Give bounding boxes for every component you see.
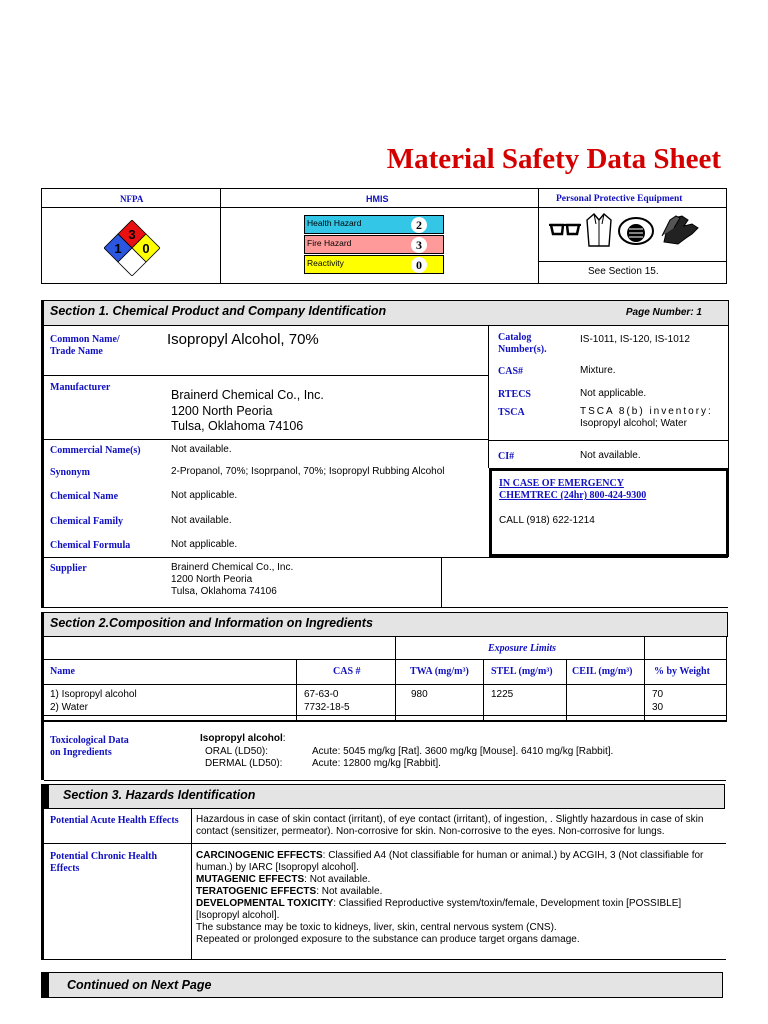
carcinogenic-line bbox=[196, 850, 718, 874]
tsca-label: TSCA bbox=[498, 407, 525, 418]
row1-weight: 70 bbox=[652, 689, 664, 700]
row2-weight: 30 bbox=[652, 702, 664, 713]
hmis-reactivity-value: 0 bbox=[411, 257, 427, 273]
respirator-icon bbox=[617, 214, 655, 246]
chemical-name-value: Not applicable. bbox=[171, 490, 238, 501]
row1-cas: 67-63-0 bbox=[304, 689, 339, 700]
col-weight: % by Weight bbox=[654, 666, 710, 677]
commercial-names-value: Not available. bbox=[171, 444, 232, 455]
tox-dermal-value: Acute: 12800 mg/kg [Rabbit]. bbox=[312, 758, 441, 769]
ci-value: Not available. bbox=[580, 450, 641, 461]
section3-header bbox=[41, 784, 725, 809]
developmental-label: DEVELOPMENTAL TOXICITY bbox=[196, 898, 334, 909]
catalog-label: Catalog Number(s). bbox=[498, 332, 547, 355]
tox-data-label: Toxicological Data on Ingredients bbox=[50, 735, 129, 758]
tox-oral-label: ORAL (LD50): bbox=[205, 746, 268, 757]
section2-header bbox=[41, 612, 728, 637]
teratogenic-line bbox=[196, 886, 718, 898]
tsca-line1: TSCA 8(b) inventory: bbox=[580, 406, 713, 417]
repeated-exposure-line: Repeated or prolonged exposure to the substance can produce target organs damage. bbox=[196, 934, 580, 945]
mutagenic-label: MUTAGENIC EFFECTS bbox=[196, 874, 305, 885]
manufacturer-label: Manufacturer bbox=[50, 382, 111, 393]
teratogenic-label: TERATOGENIC EFFECTS bbox=[196, 886, 317, 897]
developmental-text: : Classified Reproductive system/toxin/female, Development toxin [POSSIBLE] [Isopropyl alcohol]. bbox=[196, 898, 682, 921]
carcinogenic-text: : Classified A4 (Not classifiable for human or animal.) by ACGIH, 3 (Not classifiable for human.) by IARC [Isopropyl alcohol]. bbox=[196, 850, 704, 873]
row1-stel: 1225 bbox=[491, 689, 514, 700]
ci-label: CI# bbox=[498, 451, 515, 462]
catalog-value: IS-1011, IS-120, IS-1012 bbox=[580, 334, 690, 345]
cas-label: CAS# bbox=[498, 366, 524, 377]
acute-effects-text: Hazardous in case of skin contact (irritant), of eye contact (irritant), of ingestion, . Slightly hazardous in case of skin contact (sensitizer, permeator). Non-corrosive for skin. Non-corrosive to the eyes. Non-corrosive for lungs. bbox=[196, 814, 704, 837]
teratogenic-text: : Not available. bbox=[316, 886, 383, 897]
col-name: Name bbox=[50, 666, 75, 677]
continued-footer bbox=[41, 972, 723, 998]
nfpa-diamond-icon bbox=[104, 220, 160, 276]
developmental-line bbox=[196, 898, 718, 922]
hmis-fire-label: Fire Hazard bbox=[307, 238, 352, 248]
synonym-label: Synonym bbox=[50, 467, 91, 478]
ppe-label: Personal Protective Equipment bbox=[556, 194, 683, 204]
chemical-family-label: Chemical Family bbox=[50, 516, 124, 527]
rtecs-label: RTECS bbox=[498, 389, 531, 400]
section2-title: Section 2.Composition and Information on Ingredients bbox=[50, 616, 373, 630]
rtecs-value: Not applicable. bbox=[580, 388, 647, 399]
continued-text: Continued on Next Page bbox=[67, 978, 212, 992]
ppe-note: See Section 15. bbox=[588, 266, 659, 277]
nfpa-health-value: 1 bbox=[114, 241, 122, 256]
hmis-health-value: 2 bbox=[411, 217, 427, 233]
carcinogenic-label: CARCINOGENIC EFFECTS bbox=[196, 850, 323, 861]
page-number: Page Number: 1 bbox=[625, 307, 702, 318]
tox-dermal-label: DERMAL (LD50): bbox=[205, 758, 283, 769]
safety-glasses-icon bbox=[548, 220, 582, 240]
emergency-line2: CHEMTREC (24hr) 800-424-9300 bbox=[499, 490, 647, 501]
manufacturer-value: Brainerd Chemical Co., Inc. 1200 North Peoria Tulsa, Oklahoma 74106 bbox=[171, 388, 324, 433]
hmis-fire-value: 3 bbox=[411, 237, 427, 253]
emergency-box bbox=[489, 468, 729, 557]
section1-title: Section 1. Chemical Product and Company Identification bbox=[50, 304, 387, 318]
kidneys-line: The substance may be toxic to kidneys, liver, skin, central nervous system (CNS). bbox=[196, 922, 557, 933]
chemical-formula-value: Not applicable. bbox=[171, 539, 238, 550]
chemical-name-label: Chemical Name bbox=[50, 491, 119, 502]
acute-effects-label: Potential Acute Health Effects bbox=[50, 815, 179, 826]
hmis-reactivity-row bbox=[304, 255, 444, 274]
chemical-formula-label: Chemical Formula bbox=[50, 540, 131, 551]
hmis-fire-row bbox=[304, 235, 444, 254]
cas-value: Mixture. bbox=[580, 365, 616, 376]
emergency-line1: IN CASE OF EMERGENCY bbox=[499, 478, 624, 489]
hmis-health-label: Health Hazard bbox=[307, 218, 362, 228]
nfpa-reactivity-value: 0 bbox=[142, 241, 150, 256]
mutagenic-line bbox=[196, 874, 718, 886]
tox-heading-colon: : bbox=[282, 733, 286, 744]
exposure-limits-header: Exposure Limits bbox=[488, 643, 557, 654]
supplier-label: Supplier bbox=[50, 563, 87, 574]
tox-heading-name: Isopropyl alcohol bbox=[200, 733, 283, 744]
nfpa-fire-value: 3 bbox=[128, 227, 136, 242]
common-name-value: Isopropyl Alcohol, 70% bbox=[167, 331, 319, 348]
commercial-names-label: Commercial Name(s) bbox=[50, 445, 141, 456]
common-name-label: Common Name/ Trade Name bbox=[50, 334, 120, 357]
lab-coat-icon bbox=[585, 212, 613, 248]
page-title: Material Safety Data Sheet bbox=[386, 143, 721, 175]
mutagenic-text: : Not available. bbox=[304, 874, 371, 885]
row2-cas: 7732-18-5 bbox=[304, 702, 350, 713]
row2-name: 2) Water bbox=[50, 702, 88, 713]
supplier-value: Brainerd Chemical Co., Inc. 1200 North Peoria Tulsa, Oklahoma 74106 bbox=[171, 562, 294, 597]
section3-title: Section 3. Hazards Identification bbox=[63, 788, 256, 802]
nfpa-label: NFPA bbox=[120, 194, 144, 204]
section1-header bbox=[41, 300, 729, 326]
col-cas: CAS # bbox=[333, 666, 361, 677]
chemical-family-value: Not available. bbox=[171, 515, 232, 526]
col-stel: STEL (mg/m³) bbox=[491, 666, 553, 677]
chronic-effects-text bbox=[196, 850, 718, 946]
col-ceil: CEIL (mg/m³) bbox=[572, 666, 633, 677]
hmis-label: HMIS bbox=[366, 194, 389, 204]
tsca-line2: Isopropyl alcohol; Water bbox=[580, 418, 687, 429]
emergency-call: CALL (918) 622-1214 bbox=[499, 515, 595, 526]
gloves-icon bbox=[658, 212, 702, 248]
chronic-effects-label: Potential Chronic Health Effects bbox=[50, 851, 158, 874]
hmis-health-row bbox=[304, 215, 444, 234]
tox-heading bbox=[200, 733, 286, 745]
synonym-value: 2-Propanol, 70%; Isoprpanol, 70%; Isopropyl Rubbing Alcohol bbox=[171, 466, 445, 477]
row1-twa: 980 bbox=[411, 689, 428, 700]
hmis-reactivity-label: Reactivity bbox=[307, 258, 344, 268]
col-twa: TWA (mg/m³) bbox=[410, 666, 469, 677]
tox-oral-value: Acute: 5045 mg/kg [Rat]. 3600 mg/kg [Mouse]. 6410 mg/kg [Rabbit]. bbox=[312, 746, 614, 757]
row1-name: 1) Isopropyl alcohol bbox=[50, 689, 137, 700]
